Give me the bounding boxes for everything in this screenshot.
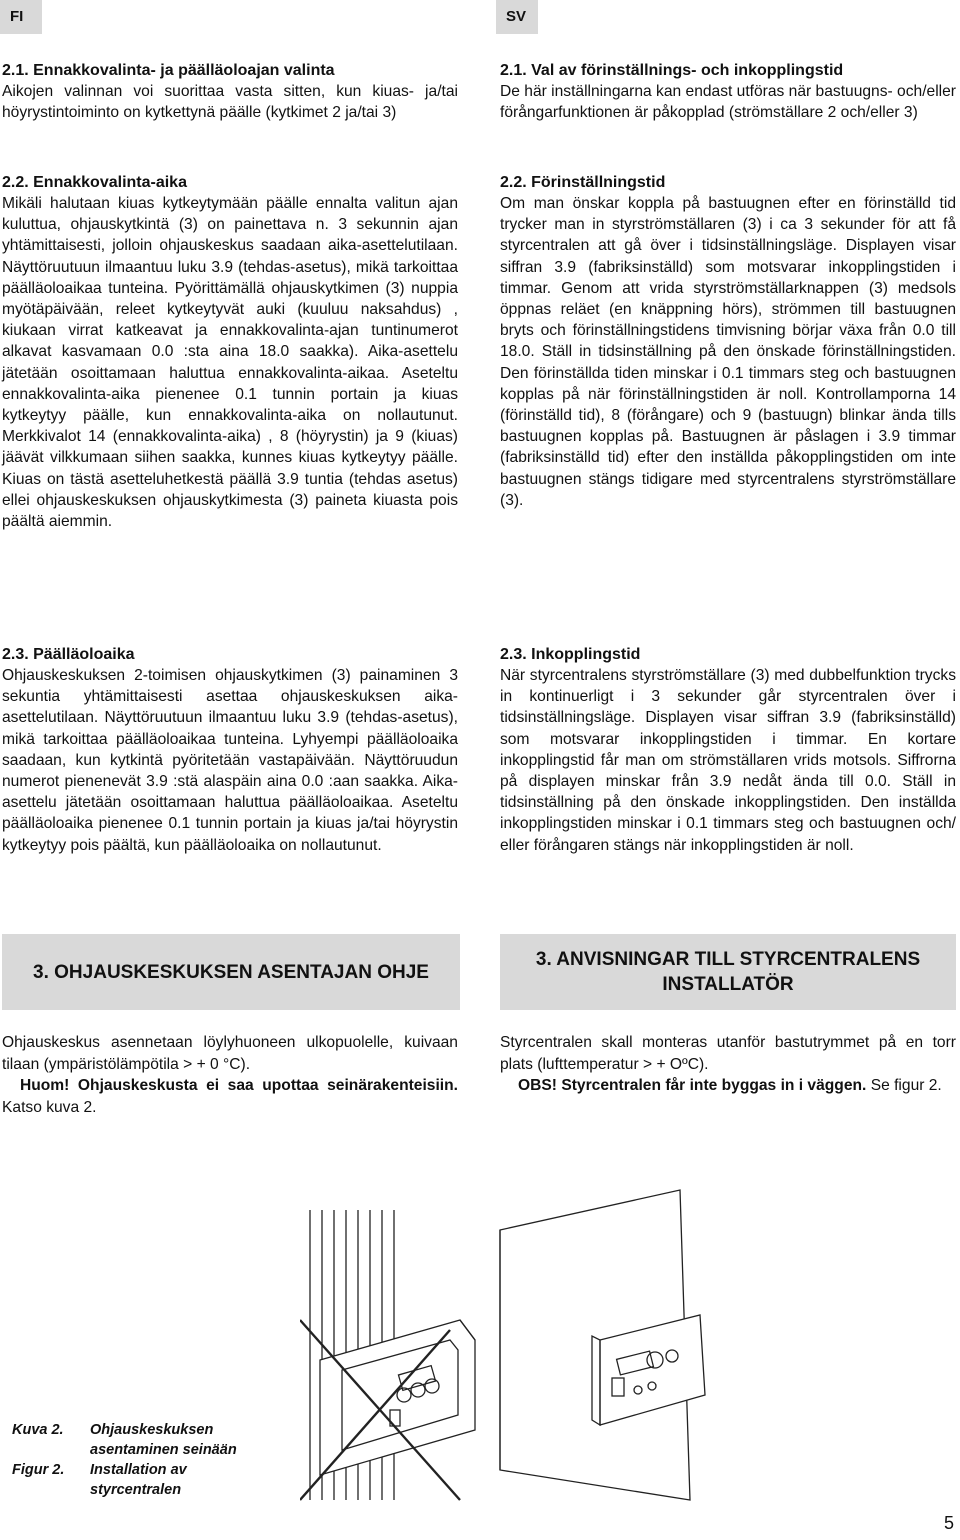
installation-warning [500, 1075, 956, 1097]
installer-banner-sv: 3. ANVISNINGAR TILL STYRCENTRALENS INSTALLATÖR [500, 934, 956, 1010]
section-body: Om man önskar koppla på bastuugnen efter en förinställd tid trycker man in styrströmställaren (3) i ca 3 sekunder för att få styrcentralen att gå över i tidsinställningsläge. Displayen visar siffran 3.9 (fabriksinställd) som motsvarar inkopplingstiden i timmar. Genom att vrida styrströmställarknappen (3) medsols öppnas reläet (en knäppning hörs), strömmen till bastuugnen bryts och förinställningstidens timvisning börjar växa från 0.0 till 18.0. Ställ in tidsinställning på den önskade förinställningstiden. Den förinställda tiden minskar i 0.1 timmars steg och bastuugnen kopplas på när förinställningstiden är noll. Kontrollamporna 14 (förinställd tid), 8 (förångare) och 9 (bastuugn) blinkar ända tills bastuugnen kopplas på. Bastuugnen är påslagen i 3.9 timmar (fabriksinställd tid) efter den inställda påkopplingstiden om inte bastuugnen stängs tidigare med styrcentralens styrströmställare (3). [500, 195, 956, 509]
warning-bold: Huom! Ohjauskeskusta ei saa upottaa seinärakenteisiin. [20, 1077, 458, 1094]
caption-label: Kuva 2. [12, 1422, 64, 1438]
section-title: 2.1. Ennakkovalinta- ja päälläoloajan valinta [2, 62, 335, 79]
swedish-column [500, 60, 956, 870]
section-title: 2.1. Val av förinställnings- och inkopplingstid [500, 62, 844, 79]
wall-mounting-illustration [300, 1170, 710, 1520]
section-body: De här inställningarna kan endast utföras när bastuugns- och/eller förångarfunktionen är påkopplad (strömställare 2 och/eller 3) [500, 83, 956, 122]
caption-row-fi [12, 1420, 270, 1460]
section-title: 2.3. Päälläoloaika [2, 646, 135, 663]
installation-paragraph: Styrcentralen skall monteras utanför bastutrymmet på en torr plats (lufttemperatur > + OºC). [500, 1034, 956, 1073]
caption-label: Figur 2. [12, 1462, 65, 1478]
installer-banner-fi: 3. OHJAUSKESKUKSEN ASENTAJAN OHJE [2, 934, 460, 1010]
section-body: När styrcentralens styrströmställare (3) med dubbelfunktion trycks in kontinuerligt i 3 sekunder går styrcentralen över i tidsinställningsläge. Displayen visar siffran 3.9 (fabriksinställd) som motsvarar inkopplingstiden i timmar. En kortare inkopplingstid får man om strömställaren vrids motsols. Siffrorna på displayen minskar från 3.9 nedåt ända till 0.0. Ställ in tidsinställning på den önskade inkopplingstiden. Den inställda inkopplingstiden minskar i 0.1 timmars steg och bastuugnen och/ eller förångaren stängs när inkopplingstiden är noll. [500, 667, 956, 854]
section-fi-2-3 [2, 644, 458, 856]
finnish-column [2, 60, 458, 870]
section-title: 2.2. Förinställningstid [500, 174, 666, 191]
section-body: Mikäli halutaan kiuas kytkeytymään päälle ennalta valitun ajan kuluttua, ohjauskytkintä (3) on painettava n. 3 sekunnin ajan yhtämittaisesti, jolloin ohjauskeskus saadaan aika-asettelutilaan. Näyttöruutuun ilmaantuu luku 3.9 (tehdas-asetus), mikä tarkoittaa päälläoloaikaa tunteina. Pyörittämällä ohjauskytkimen (3) nuppia myötäpäivään, releet kytkeytyvät auki (kuuluu naksahdus) , kiukaan virrat katkeavat ja ennakkovalinta-ajan tuntinumerot alkavat kasvamaan 0.0 :sta aina 18.0 saakka). Aika-asettelu jätetään osoittamaan haluttua ennakkovalinta-aikaa. Aseteltu ennakkovalinta-aika pienenee 0.1 tunnin portain ja kiuas kytkeytyy päälle, kun ennakkovalinta-aika on nollautunut. Merkkivalot 14 (ennakkovalinta-aika) , 8 (höyrystin) ja 9 (kiuas) jäävät vilkkumaan siihen saakka, kunnes kiuas kytkeytyy päälle. Kiuas on tästä asetteluhetkestä päällä 3.9 tuntia (tehdas asetus) ellei ohjauskeskuksen ohjauskytkimesta (3) paineta kiuasta pois päältä aiemmin. [2, 195, 458, 531]
language-tab-sv: SV [496, 0, 538, 34]
page-number: 5 [943, 1513, 954, 1533]
caption-text: Ohjauskeskuksen asentaminen seinään [90, 1422, 237, 1458]
caption-row-sv [12, 1460, 270, 1500]
section-title: 2.2. Ennakkovalinta-aika [2, 174, 187, 191]
installation-paragraph: Ohjauskeskus asennetaan löylyhuoneen ulkopuolelle, kuivaan tilaan (ympäristölämpötila > + 0 °C). [2, 1034, 458, 1073]
section-fi-2-2 [2, 172, 458, 630]
section-sv-2-3 [500, 644, 956, 856]
section-title: 2.3. Inkopplingstid [500, 646, 641, 663]
caption-text: Installation av styrcentralen [90, 1462, 187, 1498]
installation-text-fi [2, 1032, 458, 1118]
warning-rest: Se figur 2. [866, 1077, 942, 1094]
section-sv-2-2 [500, 172, 956, 630]
language-tab-fi: FI [0, 0, 42, 34]
figure-caption [12, 1420, 270, 1500]
warning-bold: OBS! Styrcentralen får inte byggas in i väggen. [518, 1077, 867, 1094]
section-body: Ohjauskeskuksen 2-toimisen ohjauskytkimen (3) painaminen 3 sekuntia yhtämittaisesti asettaa ohjauskeskuksen aika-asettelutilaan. Näyttöruutuun ilmaantuu luku 3.9 (tehdas-asetus), mikä tarkoittaa päälläoloaikaa tunteina. Lyhyempi päälläoloaika saadaan, kun kytkintä pyöritetään vastapäivään. Näyttöruudun numerot pienenevät 3.9 :stä alaspäin aina 0.0 :aan saakka. Aika-asettelu jätetään osoittamaan haluttua päälläoloaikaa. Aseteltu päälläoloaika pienenee 0.1 tunnin portain ja kiuas ja/tai höyrystin kytkeytyy pois päältä, kun päälläoloaika on nollautunut. [2, 667, 458, 854]
section-fi-2-1 [2, 60, 458, 158]
section-sv-2-1 [500, 60, 956, 158]
installation-warning [2, 1075, 458, 1118]
warning-rest: Katso kuva 2. [2, 1098, 97, 1116]
section-body: Aikojen valinnan voi suorittaa vasta sitten, kun kiuas- ja/tai höyrystintoiminto on kytkettynä päälle (kytkimet 2 ja/tai 3) [2, 83, 458, 122]
installation-text-sv [500, 1032, 956, 1097]
